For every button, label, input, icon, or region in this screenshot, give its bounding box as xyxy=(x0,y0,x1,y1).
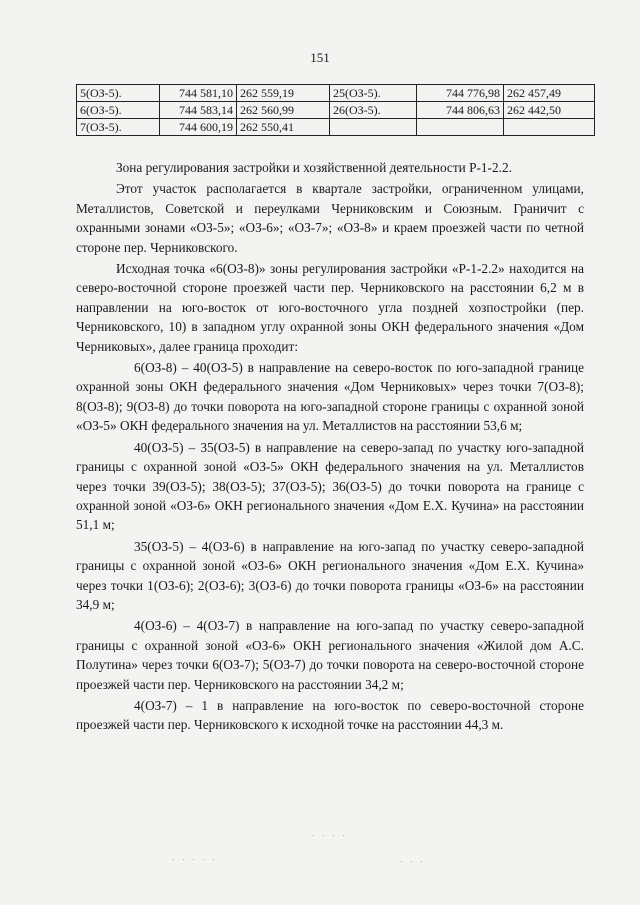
coordinates-table xyxy=(76,84,595,136)
table-cell: 262 550,41 xyxy=(237,119,330,136)
table-row xyxy=(77,102,595,119)
table-cell xyxy=(504,119,595,136)
boundary-segment: 4(ОЗ-7) – 1 в направление на юго-восток по северо-восточной стороне проезжей части пер. Черниковского к исходной точке на расстоянии 44,3 м. xyxy=(76,697,584,733)
boundary-segment: 35(ОЗ-5) – 4(ОЗ-6) в направление на юго-запад по участку северо-западной границы с охранной зоной «ОЗ-6» ОКН регионального значения «Дом Е.Х. Кучина» через точки 1(ОЗ-6); 2(ОЗ-6); 3(ОЗ-6) до точки поворота границы «ОЗ-6» на расстоянии 34,9 м; xyxy=(76,538,584,612)
scan-noise: · · · · xyxy=(312,832,348,840)
table-cell: 7(ОЗ-5). xyxy=(77,119,160,136)
page-number: 151 xyxy=(310,50,330,65)
paragraph-description: Этот участок располагается в квартале застройки, ограниченном улицами, Металлистов, Советской и переулками Черниковским и Союзным. Граничит с охранными зонами «ОЗ-5»; «ОЗ-6»; «ОЗ-7»; «ОЗ-8» и краем проезжей части по четной стороне пер. Черниковского. xyxy=(76,181,584,255)
table-row xyxy=(77,119,595,136)
table-cell: 744 600,19 xyxy=(160,119,237,136)
document-body xyxy=(76,158,584,735)
boundary-segment: 4(ОЗ-6) – 4(ОЗ-7) в направление на юго-запад по участку северо-западной границы с охранной зоной «ОЗ-6» ОКН регионального значения «Жилой дом А.С. Полутина» через точки 6(ОЗ-7); 5(ОЗ-7) до точки поворота на северо-восточной стороне проезжей части пер. Черниковского на расстоянии 34,2 м; xyxy=(76,618,584,692)
table-cell: 26(ОЗ-5). xyxy=(330,102,417,119)
table-cell: 262 559,19 xyxy=(237,85,330,102)
zone-heading: Зона регулирования застройки и хозяйственной деятельности Р-1-2.2. xyxy=(116,160,512,175)
table-cell: 744 583,14 xyxy=(160,102,237,119)
scan-noise: · · · xyxy=(400,858,426,866)
scan-noise: · · · · · xyxy=(172,856,218,864)
table-cell: 262 442,50 xyxy=(504,102,595,119)
table-cell: 744 581,10 xyxy=(160,85,237,102)
table-cell: 262 560,99 xyxy=(237,102,330,119)
paragraph-start-point: Исходная точка «6(ОЗ-8)» зоны регулирования застройки «Р-1-2.2» находится на северо-восточной стороне проезжей части пер. Черниковского на расстоянии 6,2 м в направлении на юго-восток от юго-восточного угла поздней хозпостройки (пер. Черниковского, 10) в западном углу охранной зоны ОКН федерального значения «Дом Черниковых», далее граница проходит: xyxy=(76,261,584,354)
table-row xyxy=(77,85,595,102)
table-cell: 744 776,98 xyxy=(417,85,504,102)
table-cell: 744 806,63 xyxy=(417,102,504,119)
boundary-segment: 6(ОЗ-8) – 40(ОЗ-5) в направление на северо-восток по юго-западной границе охранной зоны ОКН федерального значения «Дом Черниковых» через точки 7(ОЗ-8); 8(ОЗ-8); 9(ОЗ-8) до точки поворота на юго-западной стороне границы с охранной зоной «ОЗ-5» ОКН федерального значения на ул. Металлистов на расстоянии 53,6 м; xyxy=(76,360,584,434)
boundary-segment: 40(ОЗ-5) – 35(ОЗ-5) в направление на северо-запад по участку юго-западной границы с охранной зоной «ОЗ-5» ОКН федерального значения на ул. Металлистов через точки 39(ОЗ-5); 38(ОЗ-5); 37(ОЗ-5); 36(ОЗ-5) до точки поворота на границе с охранной зоной «ОЗ-6» ОКН регионального значения «Дом Е.Х. Кучина» на расстоянии 51,1 м; xyxy=(76,439,584,533)
table-cell: 5(ОЗ-5). xyxy=(77,85,160,102)
table-cell xyxy=(417,119,504,136)
table-cell xyxy=(330,119,417,136)
table-cell: 6(ОЗ-5). xyxy=(77,102,160,119)
table-cell: 262 457,49 xyxy=(504,85,595,102)
table-cell: 25(ОЗ-5). xyxy=(330,85,417,102)
